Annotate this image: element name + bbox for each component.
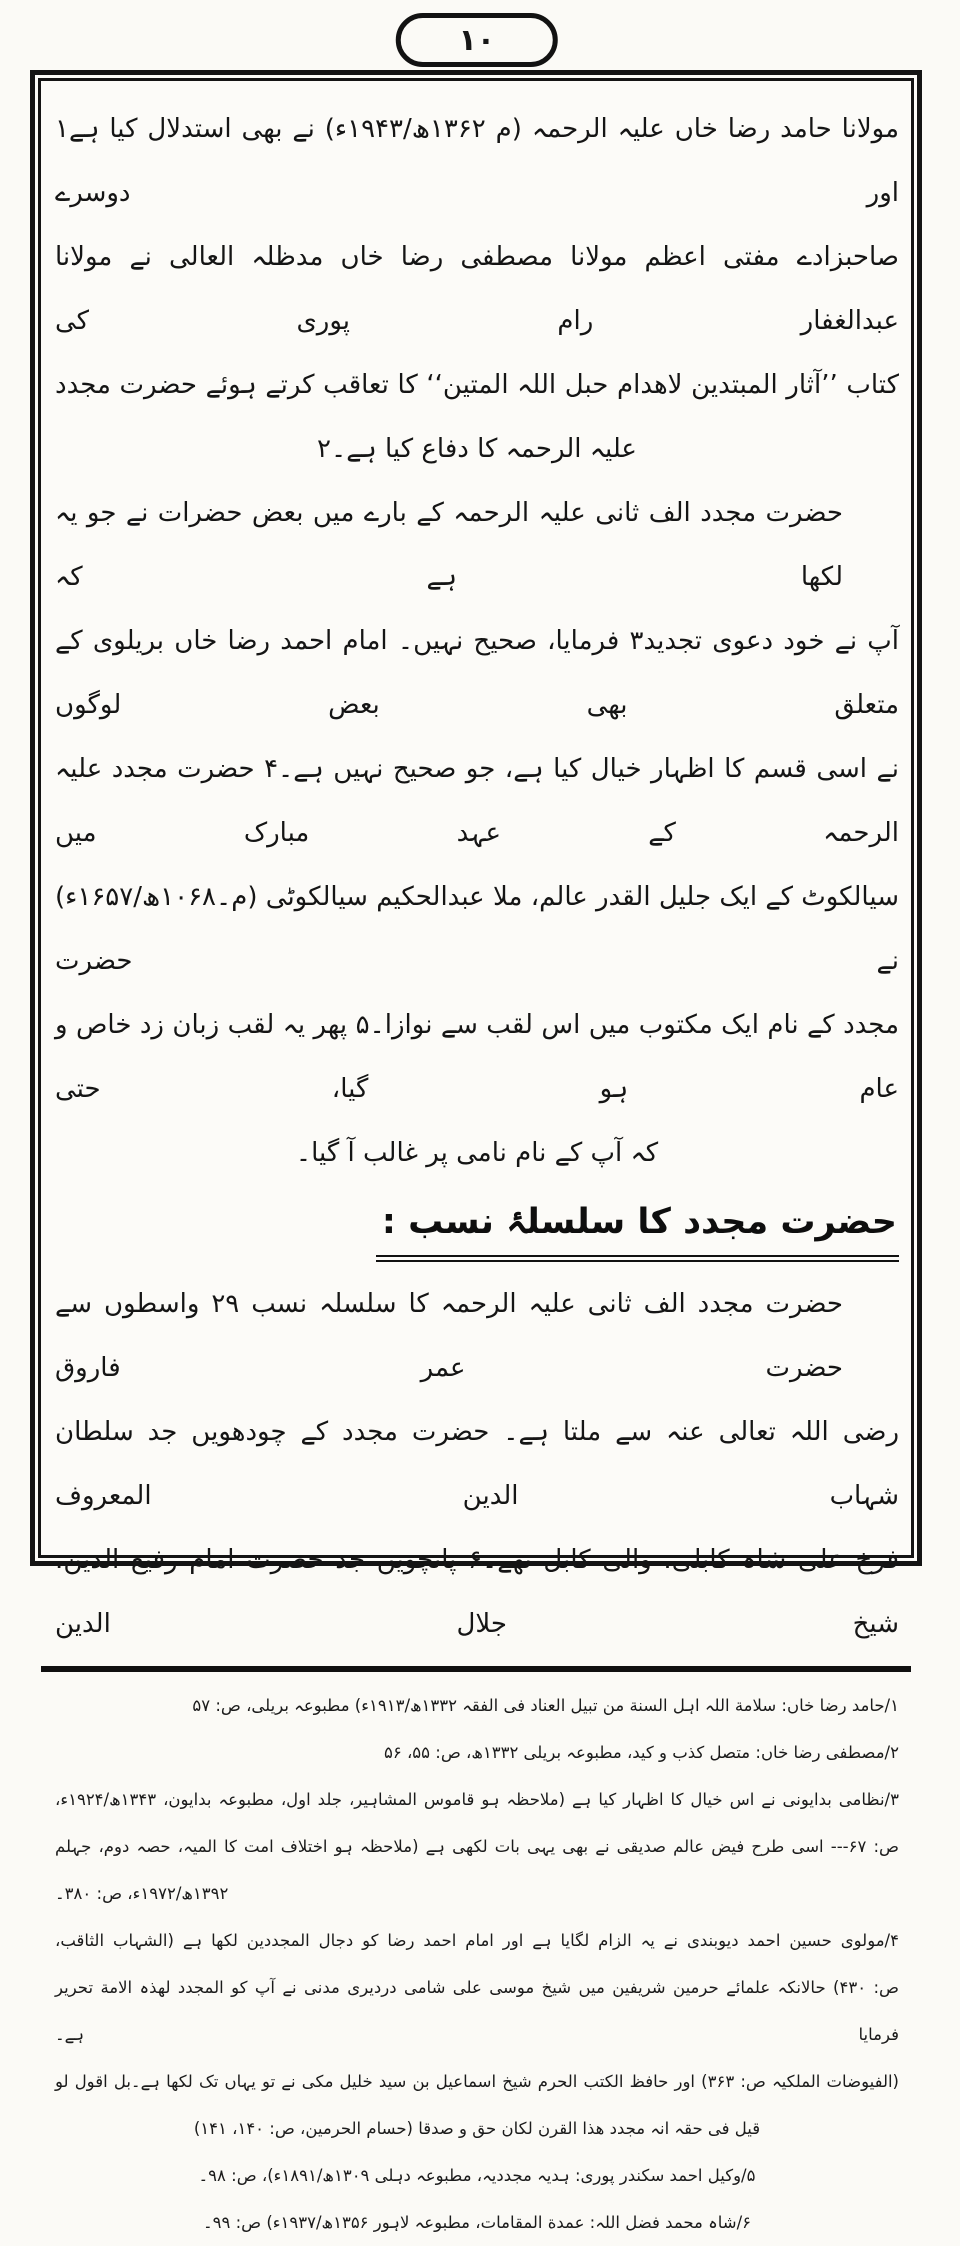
footnote-line: (الفیوضات الملکیہ ص: ۳۶۳) اور حافظ الکتب الحرم شیخ اسماعیل بن سید خلیل مکی نے تو یہاں تک لکھا ہے۔بل اقول لو	[55, 2072, 899, 2091]
section-heading: حضرت مجدد کا سلسلۂ نسب :	[376, 1193, 899, 1262]
footnote-line: ۴/مولوی حسین احمد دیوبندی نے یہ الزام لگایا ہے اور امام احمد رضا کو دجال المجددین لکھا ہے (الشہاب الثاقب،	[55, 1931, 899, 1950]
text-line: رضی اللہ تعالی عنہ سے ملتا ہے۔ حضرت مجدد کے چودھویں جد سلطان شہاب الدین المعروف	[55, 1417, 899, 1511]
section-heading-row	[55, 1193, 899, 1262]
footnote-line: ۲/مصطفی رضا خاں: متصل کذب و کید، مطبوعہ بریلی ۱۳۳۲ھ، ص: ۵۵، ۵۶	[383, 1743, 899, 1762]
text-line: آپ نے خود دعوی تجدید۳ فرمایا، صحیح نہیں۔ امام احمد رضا خاں بریلوی کے متعلق بھی بعض لوگوں	[55, 626, 899, 720]
footnotes-block	[55, 1672, 899, 2246]
text-line: حضرت مجدد الف ثانی علیہ الرحمہ کے بارے میں بعض حضرات نے جو یہ لکھا ہے کہ	[55, 498, 843, 592]
text-line: کہ آپ کے نام نامی پر غالب آ گیا۔	[295, 1138, 659, 1168]
footnote-line: ۵/وکیل احمد سکندر پوری: ہدیہ مجددیہ، مطبوعہ دہلی ۱۳۰۹ھ/۱۸۹۱ء)، ص: ۹۸۔	[198, 2166, 756, 2185]
page-number: ۱۰	[458, 22, 496, 58]
paragraph-3	[55, 1272, 899, 1656]
footnote-line: ۱/حامد رضا خاں: سلامة اللہ اہل السنة من تبیل العناد فی الفقہ ۱۳۳۲ھ/۱۹۱۳ء) مطبوعہ بریلی، ص: ۵۷	[192, 1696, 899, 1715]
footnote-line: ص: ۴۳۰) حالانکہ علمائے حرمین شریفین میں شیخ موسی علی شامی دردیری مدنی نے آپ کو المجدد لھذہ الامة تحریر فرمایا ہے۔	[55, 1978, 899, 2044]
text-line: علیہ الرحمہ کا دفاع کیا ہے۔۲	[317, 434, 637, 464]
outer-border-frame	[30, 70, 922, 2232]
text-line: صاحبزادے مفتی اعظم مولانا مصطفی رضا خاں مدظلہ العالی نے مولانا عبدالغفار رام پوری کی	[55, 242, 899, 336]
paragraph-2	[55, 481, 899, 1185]
text-line: مجدد کے نام ایک مکتوب میں اس لقب سے نوازا۔۵ پھر یہ لقب زبان زد خاص و عام ہو گیا، حتی	[55, 1010, 900, 1104]
footnote-line: قیل فی حقہ انہ مجدد ھذا القرن لکان حق و صدقا (حسام الحرمین، ص: ۱۴۰، ۱۴۱)	[193, 2119, 761, 2138]
page-number-badge	[396, 13, 558, 67]
inner-border-frame	[38, 78, 914, 2232]
text-line: حضرت مجدد الف ثانی علیہ الرحمہ کا سلسلہ نسب ۲۹ واسطوں سے حضرت عمر فاروق	[55, 1289, 843, 1383]
footnote-line: ۱۳۹۲ھ/۱۹۷۲ء، ص: ۳۸۰۔	[55, 1884, 229, 1903]
text-line: فرخ علی شاہ کابلی، والی کابل تھے۔۶ پانچویں جد حضرت امام رفیع الدین، شیخ جلال الدین	[55, 1545, 900, 1639]
text-line: نے اسی قسم کا اظہار خیال کیا ہے، جو صحیح نہیں ہے۔۴ حضرت مجدد علیہ الرحمہ کے عہد مبارک میں	[55, 754, 899, 848]
text-line: کتاب ’’آثار المبتدین لاھدام حبل اللہ المتین‘‘ کا تعاقب کرتے ہوئے حضرت مجدد	[55, 370, 899, 400]
text-line: سیالکوٹ کے ایک جلیل القدر عالم، ملا عبدالحکیم سیالکوٹی (م۔۱۰۶۸ھ/۱۶۵۷ء) نے حضرت	[55, 882, 899, 976]
text-line: مولانا حامد رضا خاں علیہ الرحمہ (م ۱۳۶۲ھ/۱۹۴۳ء) نے بھی استدلال کیا ہے۱ اور دوسرے	[55, 114, 900, 208]
footnote-line: ۶/شاہ محمد فضل اللہ: عمدة المقامات، مطبوعہ لاہور ۱۳۵۶ھ/۱۹۳۷ء) ص: ۹۹۔	[202, 2213, 752, 2232]
paragraph-1	[55, 97, 899, 481]
footnote-line: ص: ۶۷--- اسی طرح فیض عالم صدیقی نے بھی یہی بات لکھی ہے (ملاحظہ ہو اختلاف امت کا المیہ، حصہ دوم، جہلم	[55, 1837, 899, 1856]
footnote-line: ۳/نظامی بدایونی نے اس خیال کا اظہار کیا ہے (ملاحظہ ہو قاموس المشاہیر، جلد اول، مطبوعہ بدایون، ۱۳۴۳ھ/۱۹۲۴ء،	[55, 1790, 899, 1809]
